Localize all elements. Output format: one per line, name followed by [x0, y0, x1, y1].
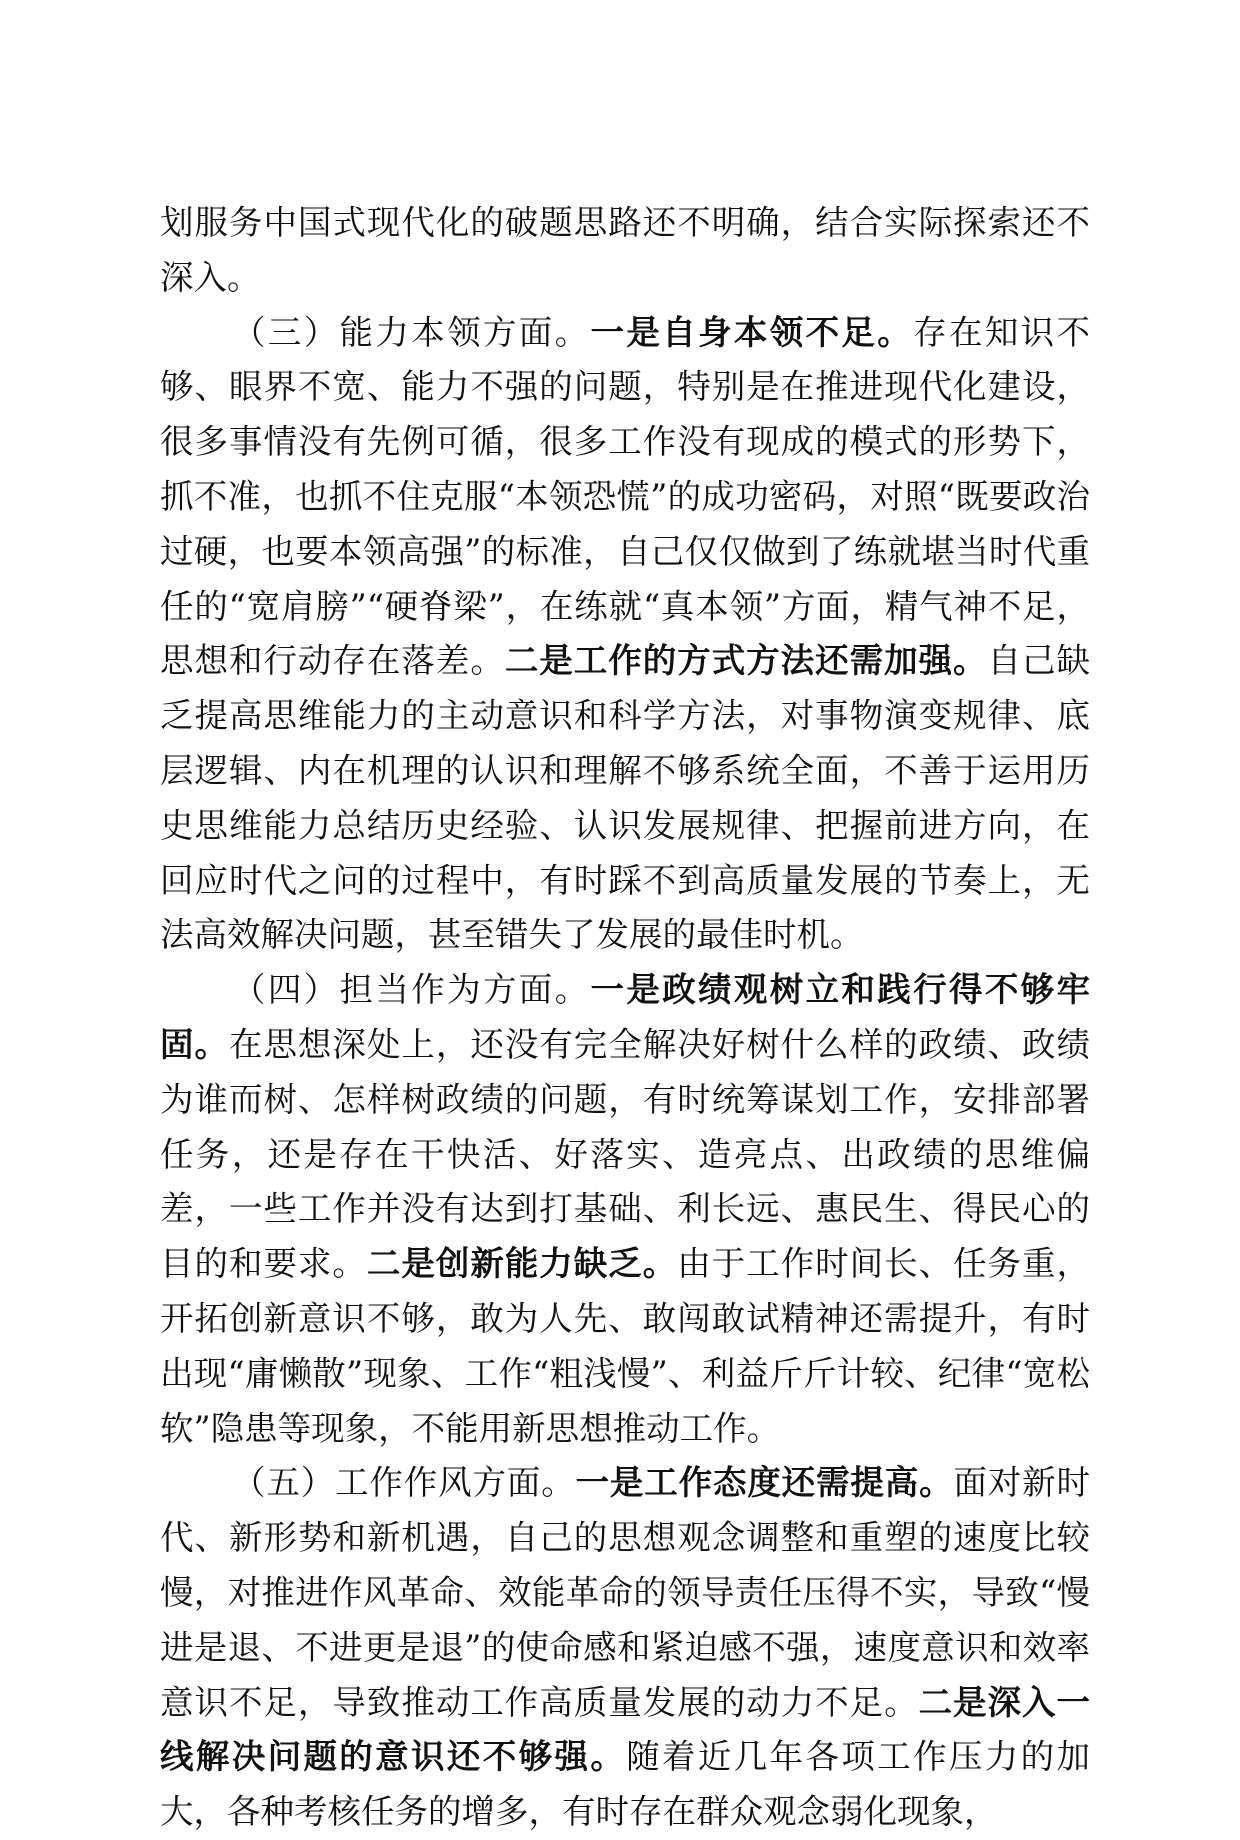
body-text: 随着近几年各项工作压力的加大，各种考核任务的增多，有时存在群众观念弱化现象， [160, 1737, 1091, 1832]
bold-heading-text: 一是自身本领不足。 [590, 312, 914, 352]
paragraph [160, 196, 1090, 306]
body-text: 划服务中国式现代化的破题思路还不明确，结合实际探索还不深入。 [160, 203, 1090, 297]
body-text: 由于工作时间长、任务重，开拓创新意识不够，敢为人先、敢闯敢试精神还需提升，有时出现“庸懒散”现象、工作“粗浅慢”、利益斤斤计较、纪律“宽松软”隐患等现象，不能用新思想推动工作。 [160, 1244, 1091, 1448]
body-text: （三）能力本领方面。 [232, 312, 591, 352]
bold-heading-text: 二是工作的方式方法还需加强。 [504, 641, 988, 681]
document-body [160, 196, 1090, 1840]
bold-heading-text: 一是工作态度还需提高。 [575, 1463, 954, 1503]
body-text: 面对新时代、新形势和新机遇，自己的思想观念调整和重塑的速度比较慢，对推进作风革命、效能革命的领导责任压得不实，导致“慢进是退、不进更是退”的使命感和紧迫感不强，速度意识和效率意识不足，导致推动工作高质量发展的动力不足。 [160, 1463, 1091, 1722]
body-text: 在思想深处上，还没有完全解决好树什么样的政绩、政绩为谁而树、怎样树政绩的问题，有时统筹谋划工作，安排部署任务，还是存在干快活、好落实、造亮点、出政绩的思维偏差，一些工作并没有达到打基础、利长远、惠民生、得民心的目的和要求。 [160, 1024, 1091, 1284]
bold-heading-text: 二是深入一线解决问题的意识还不够强。 [160, 1682, 1091, 1777]
paragraph [160, 963, 1090, 1456]
body-text: 存在知识不够、眼界不宽、能力不强的问题，特别是在推进现代化建设，很多事情没有先例可循，很多工作没有现成的模式的形势下，抓不准，也抓不住克服“本领恐慌”的成功密码，对照“既要政治过硬，也要本领高强”的标准，自己仅仅做到了练就堪当时代重任的“宽肩膀”“硬脊梁”，在练就“真本领”方面，精气神不足，思想和行动存在落差。 [160, 312, 1091, 681]
bold-heading-text: 一是政绩观树立和践行得不够牢固。 [160, 970, 1091, 1064]
body-text: （四）担当作为方面。 [232, 970, 591, 1010]
body-text: 自己缺乏提高思维能力的主动意识和科学方法，对事物演变规律、底层逻辑、内在机理的认识和理解不够系统全面，不善于运用历史思维能力总结历史经验、认识发展规律、把握前进方向，在回应时代之问的过程中，有时踩不到高质量发展的节奏上，无法高效解决问题，甚至错失了发展的最佳时机。 [160, 641, 1091, 955]
paragraph [160, 306, 1090, 964]
paragraph [160, 1456, 1090, 1840]
bold-heading-text: 二是创新能力缺乏。 [366, 1244, 678, 1284]
body-text: （五）工作作风方面。 [232, 1463, 576, 1503]
